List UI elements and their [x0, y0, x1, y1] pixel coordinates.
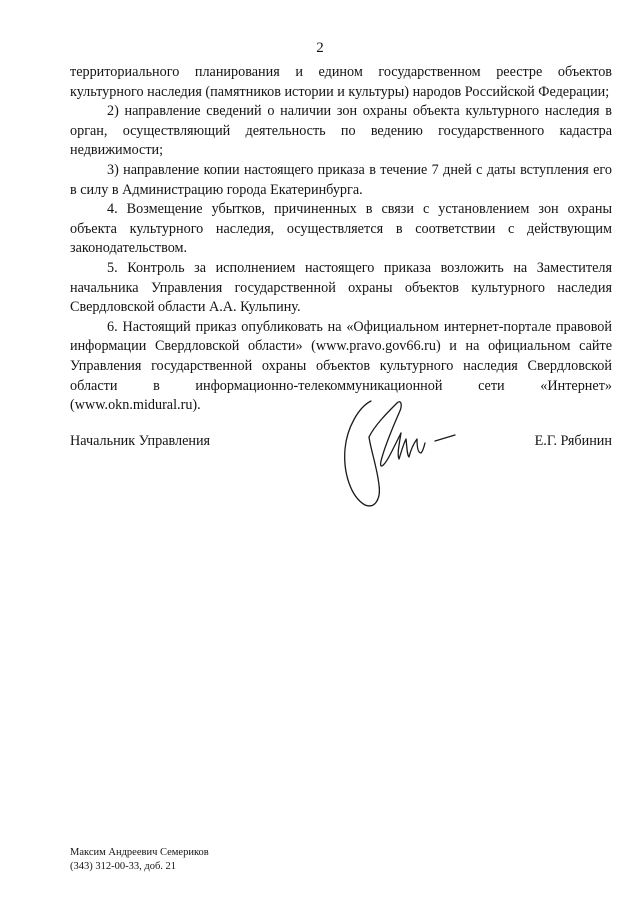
page-number: 2 [316, 40, 324, 56]
executor-info [70, 846, 209, 873]
document-body [70, 63, 612, 416]
paragraph-item-2: 2) направление сведений о наличии зон охраны объекта культурного наследия в орган, осуществляющий деятельность по ведению государственного кадастра недвижимости; [70, 103, 612, 159]
paragraph-clause-6: 6. Настоящий приказ опубликовать на «Официальном интернет-портале правовой информации Свердловской области» (www.pravo.gov66.ru) и на официальном сайте Управления государственной охраны объектов культурного наследия Свердловской области в информационно-телекоммуникационной сети «Интернет» (www.okn.midural.ru). [70, 318, 612, 414]
signatory-title: Начальник Управления [70, 433, 211, 449]
signatory-name: Е.Г. Рябинин [534, 433, 612, 449]
paragraph-clause-4: 4. Возмещение убытков, причиненных в связи с установлением зон охраны объекта культурного наследия, осуществляется в соответствии с действующим законодательством. [70, 201, 612, 257]
executor-phone: (343) 312-00-33, доб. 21 [70, 860, 177, 872]
handwritten-signature [335, 393, 465, 518]
paragraph-continuation: территориального планирования и едином государственном реестре объектов культурного наследия (памятников истории и культуры) народов Российской Федерации; [70, 64, 612, 100]
paragraph-clause-5: 5. Контроль за исполнением настоящего приказа возложить на Заместителя начальника Управления государственной охраны объектов культурного наследия Свердловской области А.А. Кульпину. [70, 259, 612, 316]
executor-name: Максим Андреевич Семериков [70, 847, 209, 858]
paragraph-item-3: 3) направление копии настоящего приказа в течение 7 дней с даты вступления его в силу в Администрацию города Екатеринбурга. [70, 161, 612, 198]
